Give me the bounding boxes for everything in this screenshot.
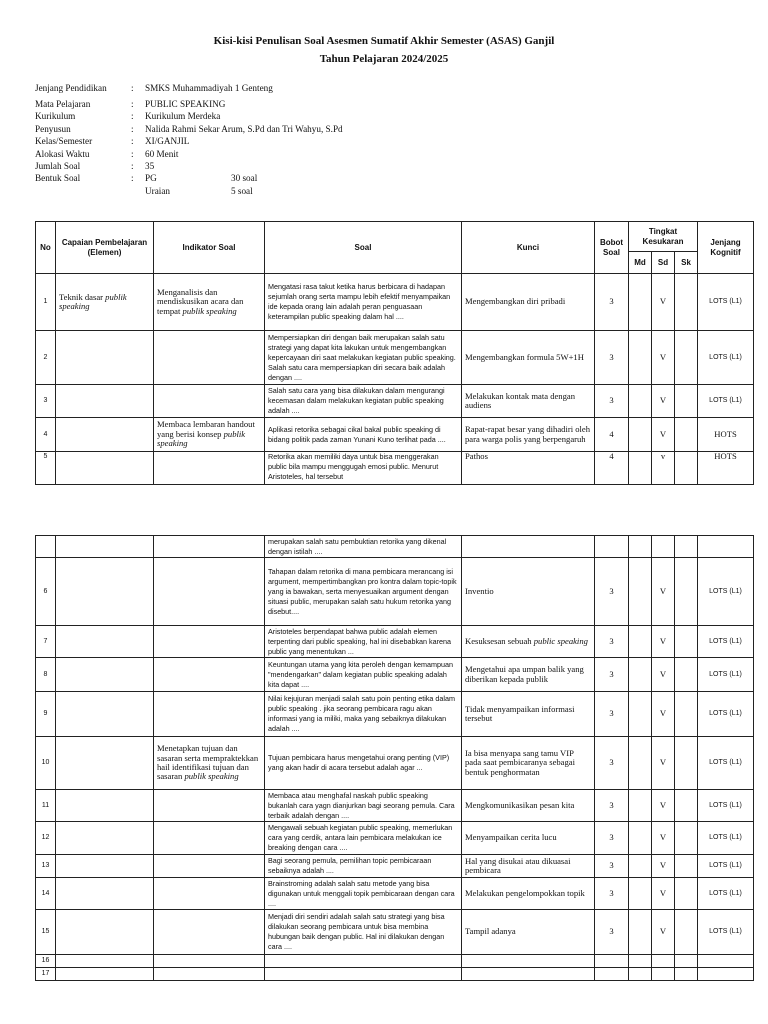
table-row [36, 790, 754, 822]
meta-row-kurikulum [35, 110, 343, 122]
cell-no: 1 [36, 274, 56, 331]
meta-colon: : [131, 136, 134, 147]
table-row [36, 822, 754, 855]
cell-kunci: Melakukan pengelompokkan topik [462, 878, 595, 910]
cell-kunci: Inventio [462, 558, 595, 626]
cell-bobot [595, 968, 629, 981]
cell-indikator: Membaca lembaran handout yang berisi konsep publik speaking [154, 418, 265, 452]
cell-indikator [154, 536, 265, 558]
table-row [36, 385, 754, 418]
th-bobot: Bobot Soal [595, 222, 629, 274]
cell-jenjang: LOTS (L1) [698, 790, 754, 822]
cell-bobot [595, 536, 629, 558]
meta-colon: : [131, 173, 134, 184]
cell-kunci: Mengetahui apa umpan balik yang diberikan kepada publik [462, 658, 595, 692]
cell-indikator: Menetapkan tujuan dan sasaran serta mempraktekkan hail identifikasi tujuan dan sasaran publik speaking [154, 737, 265, 790]
meta-row-penyusun [35, 123, 343, 135]
cell-soal: Keuntungan utama yang kita peroleh dengan kemampuan "mendengarkan" dalam kegiatan public speaking adalah kita dapat .... [265, 658, 462, 692]
cell-indikator [154, 658, 265, 692]
cell-sd: v [652, 452, 675, 485]
cell-bobot: 3 [595, 855, 629, 878]
cell-kunci: Mengkomunikasikan pesan kita [462, 790, 595, 822]
cell-capaian [56, 855, 154, 878]
meta-row-kelas [35, 135, 343, 147]
cell-indikator [154, 385, 265, 418]
cell-indikator [154, 822, 265, 855]
cell-soal [265, 968, 462, 981]
meta-value: Kurikulum Merdeka [145, 111, 221, 122]
cell-sd: V [652, 274, 675, 331]
cell-indikator: Menganalisis dan mendiskusikan acara dan tempat publik speaking [154, 274, 265, 331]
cell-jenjang [698, 536, 754, 558]
cell-no: 9 [36, 692, 56, 737]
cell-jenjang: HOTS [698, 452, 754, 485]
table-row [36, 331, 754, 385]
cell-soal [265, 955, 462, 968]
cell-no: 7 [36, 626, 56, 658]
cell-indikator [154, 558, 265, 626]
cell-no: 14 [36, 878, 56, 910]
cell-bobot: 3 [595, 910, 629, 955]
cell-soal: Membaca atau menghafal naskah public speaking bukanlah cara yagn dianjurkan bagi seorang pemula. Cara terbaik adalah dengan .... [265, 790, 462, 822]
meta-jenjang-block [35, 82, 273, 94]
cell-no: 8 [36, 658, 56, 692]
cell-jenjang: LOTS (L1) [698, 558, 754, 626]
cell-capaian [56, 452, 154, 485]
cell-no: 17 [36, 968, 56, 981]
cell-soal: Aplikasi retorika sebagai cikal bakal public speaking di bidang politik pada zaman Yunani Kuno terlihat pada .... [265, 418, 462, 452]
cell-md [629, 790, 652, 822]
cell-md [629, 692, 652, 737]
cell-sk [675, 658, 698, 692]
meta-value-uraian-label: Uraian [145, 185, 170, 196]
meta-label: Kurikulum [35, 111, 76, 122]
cell-sd [652, 968, 675, 981]
cell-soal: Mengatasi rasa takut ketika harus berbicara di hadapan sejumlah orang serta mampu lebih efektif menyampaikan ide kepada orang lain adalah peran penguasaan keterampilan public speaking dalam hal .... [265, 274, 462, 331]
cell-sd: V [652, 558, 675, 626]
table-row [36, 955, 754, 968]
cell-soal: Mengawali sebuah kegiatan public speaking, memerlukan cara yang cerdik, antara lain pembicara melakukan ice breaking dengan cara .... [265, 822, 462, 855]
cell-no: 3 [36, 385, 56, 418]
kisi-table-page1 [35, 221, 754, 485]
cell-sk [675, 968, 698, 981]
meta-label: Jenjang Pendidikan [35, 83, 107, 93]
table-row [36, 536, 754, 558]
meta-colon: : [131, 99, 134, 109]
table-row [36, 737, 754, 790]
meta-value: SMKS Muhammadiyah 1 Genteng [145, 83, 273, 93]
meta-row-jenjang [35, 82, 273, 94]
meta-row-bentuk [35, 172, 343, 184]
th-indikator: Indikator Soal [154, 222, 265, 274]
cell-kunci: Tampil adanya [462, 910, 595, 955]
cell-indikator [154, 452, 265, 485]
cell-indikator [154, 855, 265, 878]
cell-soal: Mempersiapkan diri dengan baik merupakan salah satu strategi yang dapat kita lakukan untuk mengembangkan kepercayaan diri saat melakukan kegiatan public speaking. Salah satu cara mempersiapkan diri secara baik adalah dengan .... [265, 331, 462, 385]
cell-md [629, 822, 652, 855]
cell-soal: Aristoteles berpendapat bahwa public adalah elemen terpenting dari public speaking, hal ini disebabkan karena public yang menentukan ... [265, 626, 462, 658]
cell-sk [675, 331, 698, 385]
cell-bobot: 4 [595, 452, 629, 485]
cell-bobot: 3 [595, 737, 629, 790]
cell-no: 5 [36, 452, 56, 485]
cell-bobot [595, 955, 629, 968]
cell-soal: Brainstroming adalah salah satu metode yang bisa digunakan untuk menggali topik pembicaraan dengan cara .... [265, 878, 462, 910]
meta-label: Kelas/Semester [35, 136, 93, 147]
cell-md [629, 968, 652, 981]
cell-sk [675, 536, 698, 558]
cell-capaian [56, 331, 154, 385]
cell-indikator [154, 910, 265, 955]
cell-jenjang [698, 968, 754, 981]
cell-capaian [56, 418, 154, 452]
cell-sk [675, 790, 698, 822]
cell-soal: Menjadi diri sendiri adalah salah satu strategi yang bisa dilakukan seorang pembicara untuk bisa membina hubungan baik dengan public. Hal ini dilakukan dengan cara .... [265, 910, 462, 955]
cell-no: 13 [36, 855, 56, 878]
cell-kunci: Melakukan kontak mata dengan audiens [462, 385, 595, 418]
cell-kunci: Pathos [462, 452, 595, 485]
cell-indikator [154, 692, 265, 737]
cell-md [629, 385, 652, 418]
header-row-top [36, 222, 754, 252]
cell-indikator [154, 968, 265, 981]
cell-kunci: Kesuksesan sebuah public speaking [462, 626, 595, 658]
cell-sd: V [652, 737, 675, 790]
cell-md [629, 855, 652, 878]
cell-capaian [56, 737, 154, 790]
cell-kunci [462, 955, 595, 968]
cell-indikator [154, 790, 265, 822]
th-tingkat: Tingkat Kesukaran [629, 222, 698, 252]
cell-sk [675, 955, 698, 968]
cell-no: 11 [36, 790, 56, 822]
cell-jenjang: LOTS (L1) [698, 878, 754, 910]
cell-soal: Tujuan pembicara harus mengetahui orang penting (VIP) yang akan hadir di acara tersebut adalah agar ... [265, 737, 462, 790]
cell-md [629, 910, 652, 955]
cell-capaian [56, 822, 154, 855]
cell-sk [675, 558, 698, 626]
cell-sk [675, 855, 698, 878]
th-no: No [36, 222, 56, 274]
cell-md [629, 955, 652, 968]
th-soal: Soal [265, 222, 462, 274]
cell-sk [675, 418, 698, 452]
cell-sd: V [652, 626, 675, 658]
th-sd: Sd [652, 252, 675, 274]
cell-bobot: 3 [595, 626, 629, 658]
kisi-table-page2 [35, 535, 754, 981]
cell-kunci: Rapat-rapat besar yang dihadiri oleh para warga polis yang berpengaruh [462, 418, 595, 452]
cell-capaian [56, 790, 154, 822]
table-row [36, 910, 754, 955]
th-sk: Sk [675, 252, 698, 274]
cell-jenjang [698, 955, 754, 968]
meta-colon: : [131, 148, 134, 159]
cell-capaian [56, 536, 154, 558]
cell-jenjang: LOTS (L1) [698, 855, 754, 878]
cell-soal: Bagi seorang pemula, pemilihan topic pembicaraan sebaiknya adalah .... [265, 855, 462, 878]
cell-no: 2 [36, 331, 56, 385]
cell-sk [675, 626, 698, 658]
cell-capaian [56, 558, 154, 626]
meta-value: XI/GANJIL [145, 136, 190, 147]
meta-value-pg: 30 soal [231, 173, 258, 184]
cell-md [629, 558, 652, 626]
cell-sk [675, 878, 698, 910]
cell-bobot: 3 [595, 558, 629, 626]
meta-label: Penyusun [35, 123, 71, 134]
cell-soal: Tahapan dalam retorika di mana pembicara merancang isi argument, mempertimbangkan pro kontra dalam topic-topik yang ia bawakan, serta menyesuaikan argument dengan situasi public, merupakan salah satu hukum retorika yang disebut.... [265, 558, 462, 626]
th-capaian: Capaian Pembelajaran (Elemen) [56, 222, 154, 274]
cell-jenjang: HOTS [698, 418, 754, 452]
meta-value: 60 Menit [145, 148, 179, 159]
cell-sd: V [652, 790, 675, 822]
cell-sd: V [652, 878, 675, 910]
cell-soal: merupakan salah satu pembuktian retorika yang dikenal dengan istilah .... [265, 536, 462, 558]
cell-no [36, 536, 56, 558]
cell-jenjang: LOTS (L1) [698, 658, 754, 692]
document-title: Kisi-kisi Penulisan Soal Asesmen Sumatif Akhir Semester (ASAS) Ganjil [213, 35, 555, 47]
th-kunci: Kunci [462, 222, 595, 274]
cell-bobot: 3 [595, 385, 629, 418]
cell-kunci: Mengembangkan formula 5W+1H [462, 331, 595, 385]
meta-value: PUBLIC SPEAKING [145, 99, 226, 109]
cell-sd: V [652, 331, 675, 385]
cell-bobot: 3 [595, 878, 629, 910]
cell-kunci: Menyampaikan cerita lucu [462, 822, 595, 855]
cell-sk [675, 692, 698, 737]
table-row [36, 878, 754, 910]
cell-no: 15 [36, 910, 56, 955]
table-row [36, 418, 754, 452]
meta-colon: : [131, 160, 134, 171]
cell-jenjang: LOTS (L1) [698, 626, 754, 658]
meta-label: Jumlah Soal [35, 160, 81, 171]
cell-bobot: 3 [595, 692, 629, 737]
meta-row-mapel [35, 98, 343, 110]
meta-label: Alokasi Waktu [35, 148, 90, 159]
cell-kunci: Tidak menyampaikan informasi tersebut [462, 692, 595, 737]
cell-sd: V [652, 855, 675, 878]
cell-no: 10 [36, 737, 56, 790]
table-row [36, 626, 754, 658]
table-row [36, 692, 754, 737]
cell-md [629, 331, 652, 385]
cell-no: 4 [36, 418, 56, 452]
cell-md [629, 452, 652, 485]
cell-sd: V [652, 692, 675, 737]
th-md: Md [629, 252, 652, 274]
cell-sd: V [652, 418, 675, 452]
cell-kunci: Hal yang disukai atau dikuasai pembicara [462, 855, 595, 878]
cell-capaian [56, 968, 154, 981]
cell-md [629, 626, 652, 658]
cell-md [629, 418, 652, 452]
cell-capaian [56, 955, 154, 968]
cell-md [629, 658, 652, 692]
meta-value: 35 [145, 160, 155, 171]
cell-sk [675, 910, 698, 955]
cell-soal: Salah satu cara yang bisa dilakukan dalam mengurangi kecemasan dalam melakukan kegiatan public speaking adalah .... [265, 385, 462, 418]
cell-sk [675, 822, 698, 855]
cell-bobot: 3 [595, 822, 629, 855]
cell-jenjang: LOTS (L1) [698, 385, 754, 418]
cell-sk [675, 452, 698, 485]
cell-sd: V [652, 385, 675, 418]
meta-value-pg-label: PG [145, 173, 157, 184]
meta-block [35, 98, 343, 197]
cell-soal: Nilai kejujuran menjadi salah satu poin penting etika dalam public speaking . jika seorang pembicara ragu akan informasi yang ia miliki, maka yang sebaiknya dilakukan adalah .... [265, 692, 462, 737]
cell-sd [652, 955, 675, 968]
cell-capaian [56, 658, 154, 692]
table-row [36, 274, 754, 331]
document-subtitle: Tahun Pelajaran 2024/2025 [319, 53, 449, 65]
cell-jenjang: LOTS (L1) [698, 822, 754, 855]
cell-bobot: 3 [595, 658, 629, 692]
cell-kunci: Ia bisa menyapa sang tamu VIP pada saat pembicaranya sebagai bentuk penghormatan [462, 737, 595, 790]
meta-value-uraian: 5 soal [231, 185, 253, 196]
meta-row-jumlah [35, 160, 343, 172]
meta-row-alokasi [35, 148, 343, 160]
cell-bobot: 3 [595, 790, 629, 822]
cell-sk [675, 737, 698, 790]
cell-capaian [56, 910, 154, 955]
meta-row-uraian [35, 185, 343, 197]
cell-kunci [462, 968, 595, 981]
cell-capaian: Teknik dasar publik speaking [56, 274, 154, 331]
cell-sd [652, 536, 675, 558]
meta-label: Mata Pelajaran [35, 99, 91, 109]
cell-kunci [462, 536, 595, 558]
cell-sd: V [652, 910, 675, 955]
cell-bobot: 3 [595, 331, 629, 385]
th-jenjang: Jenjang Kognitif [698, 222, 754, 274]
cell-indikator [154, 331, 265, 385]
cell-bobot: 3 [595, 274, 629, 331]
cell-sd: V [652, 658, 675, 692]
meta-colon: : [131, 123, 134, 134]
cell-capaian [56, 878, 154, 910]
cell-md [629, 878, 652, 910]
cell-jenjang: LOTS (L1) [698, 910, 754, 955]
meta-colon: : [131, 111, 134, 122]
cell-no: 12 [36, 822, 56, 855]
meta-label: Bentuk Soal [35, 173, 81, 184]
cell-capaian [56, 385, 154, 418]
cell-indikator [154, 626, 265, 658]
cell-sk [675, 385, 698, 418]
table-row [36, 452, 754, 485]
meta-colon: : [131, 83, 134, 93]
cell-jenjang: LOTS (L1) [698, 331, 754, 385]
table-row [36, 558, 754, 626]
table-row [36, 658, 754, 692]
table-row [36, 855, 754, 878]
table-row [36, 968, 754, 981]
cell-soal: Retorika akan memiliki daya untuk bisa menggerakan public bila mampu menggugah emosi public. Menurut Aristoteles, hal tersebut [265, 452, 462, 485]
cell-md [629, 737, 652, 790]
cell-jenjang: LOTS (L1) [698, 737, 754, 790]
cell-sd: V [652, 822, 675, 855]
cell-no: 6 [36, 558, 56, 626]
meta-value: Nalida Rahmi Sekar Arum, S.Pd dan Tri Wahyu, S.Pd [145, 123, 343, 134]
cell-indikator [154, 955, 265, 968]
cell-indikator [154, 878, 265, 910]
cell-sk [675, 274, 698, 331]
cell-jenjang: LOTS (L1) [698, 274, 754, 331]
cell-md [629, 274, 652, 331]
cell-md [629, 536, 652, 558]
cell-jenjang: LOTS (L1) [698, 692, 754, 737]
cell-bobot: 4 [595, 418, 629, 452]
cell-kunci: Mengembangkan diri pribadi [462, 274, 595, 331]
cell-capaian [56, 626, 154, 658]
cell-no: 16 [36, 955, 56, 968]
cell-capaian [56, 692, 154, 737]
